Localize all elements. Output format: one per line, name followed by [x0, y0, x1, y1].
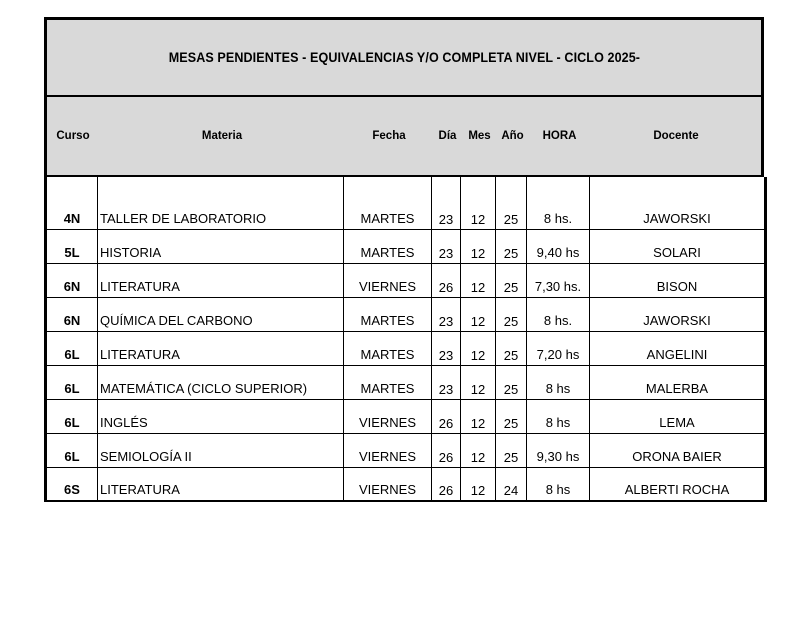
cell-curso: 6L	[46, 433, 98, 467]
cell-anio: 25	[496, 365, 527, 399]
cell-mes: 12	[461, 399, 496, 433]
cell-fecha: MARTES	[344, 229, 432, 263]
cell-materia: HISTORIA	[98, 229, 344, 263]
header-anio: Año	[501, 130, 524, 142]
cell-mes: 12	[461, 195, 496, 229]
cell-materia: SEMIOLOGÍA II	[98, 433, 344, 467]
cell-docente: MALERBA	[590, 365, 766, 399]
cell-dia: 23	[432, 331, 461, 365]
cell-mes: 12	[461, 263, 496, 297]
cell-dia: 26	[432, 263, 461, 297]
cell-hora: 8 hs	[527, 365, 590, 399]
title-band	[44, 17, 764, 95]
cell-mes: 12	[461, 433, 496, 467]
cell-curso: 6L	[46, 331, 98, 365]
cell-docente: SOLARI	[590, 229, 766, 263]
table-row	[46, 467, 766, 501]
cell-anio: 25	[496, 263, 527, 297]
header-fecha: Fecha	[372, 130, 406, 142]
cell-materia: LITERATURA	[98, 331, 344, 365]
spacer-row	[46, 177, 766, 195]
header-mes: Mes	[468, 130, 491, 142]
cell-fecha: VIERNES	[344, 467, 432, 501]
table-row	[46, 297, 766, 331]
cell-dia: 23	[432, 229, 461, 263]
header-dia: Día	[438, 130, 457, 142]
cell-hora: 8 hs	[527, 399, 590, 433]
cell-fecha: VIERNES	[344, 399, 432, 433]
cell-anio: 24	[496, 467, 527, 501]
cell-curso: 6N	[46, 297, 98, 331]
table-row	[46, 195, 766, 229]
cell-materia: LITERATURA	[98, 467, 344, 501]
cell-materia: MATEMÁTICA (CICLO SUPERIOR)	[98, 365, 344, 399]
table-row	[46, 331, 766, 365]
cell-mes: 12	[461, 467, 496, 501]
header-docente: Docente	[653, 130, 699, 142]
cell-anio: 25	[496, 331, 527, 365]
cell-mes: 12	[461, 229, 496, 263]
cell-materia: LITERATURA	[98, 263, 344, 297]
cell-fecha: MARTES	[344, 365, 432, 399]
cell-dia: 26	[432, 467, 461, 501]
cell-fecha: MARTES	[344, 195, 432, 229]
cell-anio: 25	[496, 195, 527, 229]
cell-docente: JAWORSKI	[590, 195, 766, 229]
table-row	[46, 365, 766, 399]
cell-anio: 25	[496, 433, 527, 467]
cell-mes: 12	[461, 297, 496, 331]
cell-hora: 7,20 hs	[527, 331, 590, 365]
cell-hora: 8 hs	[527, 467, 590, 501]
cell-dia: 26	[432, 433, 461, 467]
sheet-title: MESAS PENDIENTES - EQUIVALENCIAS Y/O COMPLETA NIVEL - CICLO 2025-	[168, 50, 640, 65]
cell-fecha: VIERNES	[344, 263, 432, 297]
cell-mes: 12	[461, 331, 496, 365]
cell-hora: 7,30 hs.	[527, 263, 590, 297]
cell-materia: INGLÉS	[98, 399, 344, 433]
cell-hora: 8 hs.	[527, 297, 590, 331]
cell-curso: 6S	[46, 467, 98, 501]
cell-anio: 25	[496, 399, 527, 433]
cell-materia: QUÍMICA DEL CARBONO	[98, 297, 344, 331]
cell-fecha: MARTES	[344, 331, 432, 365]
header-row	[44, 95, 764, 177]
cell-docente: BISON	[590, 263, 766, 297]
cell-hora: 9,30 hs	[527, 433, 590, 467]
cell-dia: 23	[432, 297, 461, 331]
cell-mes: 12	[461, 365, 496, 399]
cell-fecha: VIERNES	[344, 433, 432, 467]
cell-dia: 23	[432, 195, 461, 229]
cell-hora: 8 hs.	[527, 195, 590, 229]
table-row	[46, 229, 766, 263]
cell-hora: 9,40 hs	[527, 229, 590, 263]
cell-curso: 5L	[46, 229, 98, 263]
header-materia: Materia	[201, 130, 243, 142]
cell-docente: LEMA	[590, 399, 766, 433]
spreadsheet	[44, 17, 764, 502]
schedule-table	[44, 177, 767, 502]
cell-dia: 23	[432, 365, 461, 399]
cell-docente: JAWORSKI	[590, 297, 766, 331]
cell-docente: ORONA BAIER	[590, 433, 766, 467]
cell-docente: ALBERTI ROCHA	[590, 467, 766, 501]
cell-curso: 4N	[46, 195, 98, 229]
cell-fecha: MARTES	[344, 297, 432, 331]
cell-curso: 6L	[46, 365, 98, 399]
table-row	[46, 399, 766, 433]
header-hora: HORA	[542, 130, 577, 142]
table-row	[46, 433, 766, 467]
header-curso: Curso	[56, 130, 90, 142]
cell-materia: TALLER DE LABORATORIO	[98, 195, 344, 229]
table-row	[46, 263, 766, 297]
cell-anio: 25	[496, 229, 527, 263]
cell-anio: 25	[496, 297, 527, 331]
cell-dia: 26	[432, 399, 461, 433]
cell-curso: 6N	[46, 263, 98, 297]
cell-curso: 6L	[46, 399, 98, 433]
cell-docente: ANGELINI	[590, 331, 766, 365]
